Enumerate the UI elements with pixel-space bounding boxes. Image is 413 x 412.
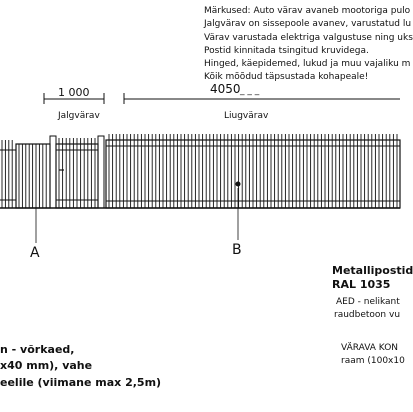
right-block-aed-1: AED - nelikant (336, 297, 400, 307)
dimension-left-text: 1 000 (58, 86, 90, 99)
bottom-line-3: eelile (viimane max 2,5m) (0, 376, 162, 389)
dimension-right-dash: _ _ _ (240, 86, 260, 96)
bottom-line-2: x40 mm), vahe (0, 359, 93, 372)
gate-handle (236, 182, 241, 187)
note-line: Hinged, käepidemed, lukud ja muu vajaliku m (204, 59, 411, 70)
label-jalgvarav: Jalgvärav (58, 111, 100, 121)
marker-b-letter: B (232, 242, 242, 258)
dimension-right (124, 93, 400, 104)
fence-pickets (2, 134, 397, 208)
bottom-line-1: n - võrkaed, (0, 343, 75, 356)
dimension-right-text: 4050 (210, 82, 241, 96)
note-line: Kõik mõõdud täpsustada kohapeale! (204, 72, 369, 83)
right-block-varava-1: VÄRAVA KON (341, 343, 399, 353)
marker-a-letter: A (30, 245, 40, 261)
right-block-varava-2: raam (100x10 (341, 356, 405, 366)
right-block-title: Metallipostid (332, 264, 413, 277)
note-line: Jalgvärav on sissepoole avanev, varustatud lu (204, 19, 412, 30)
note-line: Värav varustada elektriga valgustuse ning uks (204, 32, 413, 43)
label-liugvarav: Liugvärav (224, 111, 269, 121)
right-block-ral: RAL 1035 (332, 278, 391, 291)
fence-structure (0, 136, 400, 208)
right-block-aed-2: raudbetoon vu (334, 310, 401, 320)
note-line: Postid kinnitada tsingitud kruvidega. (204, 45, 369, 56)
note-line: Märkused: Auto värav avaneb mootoriga pulo (204, 6, 411, 16)
